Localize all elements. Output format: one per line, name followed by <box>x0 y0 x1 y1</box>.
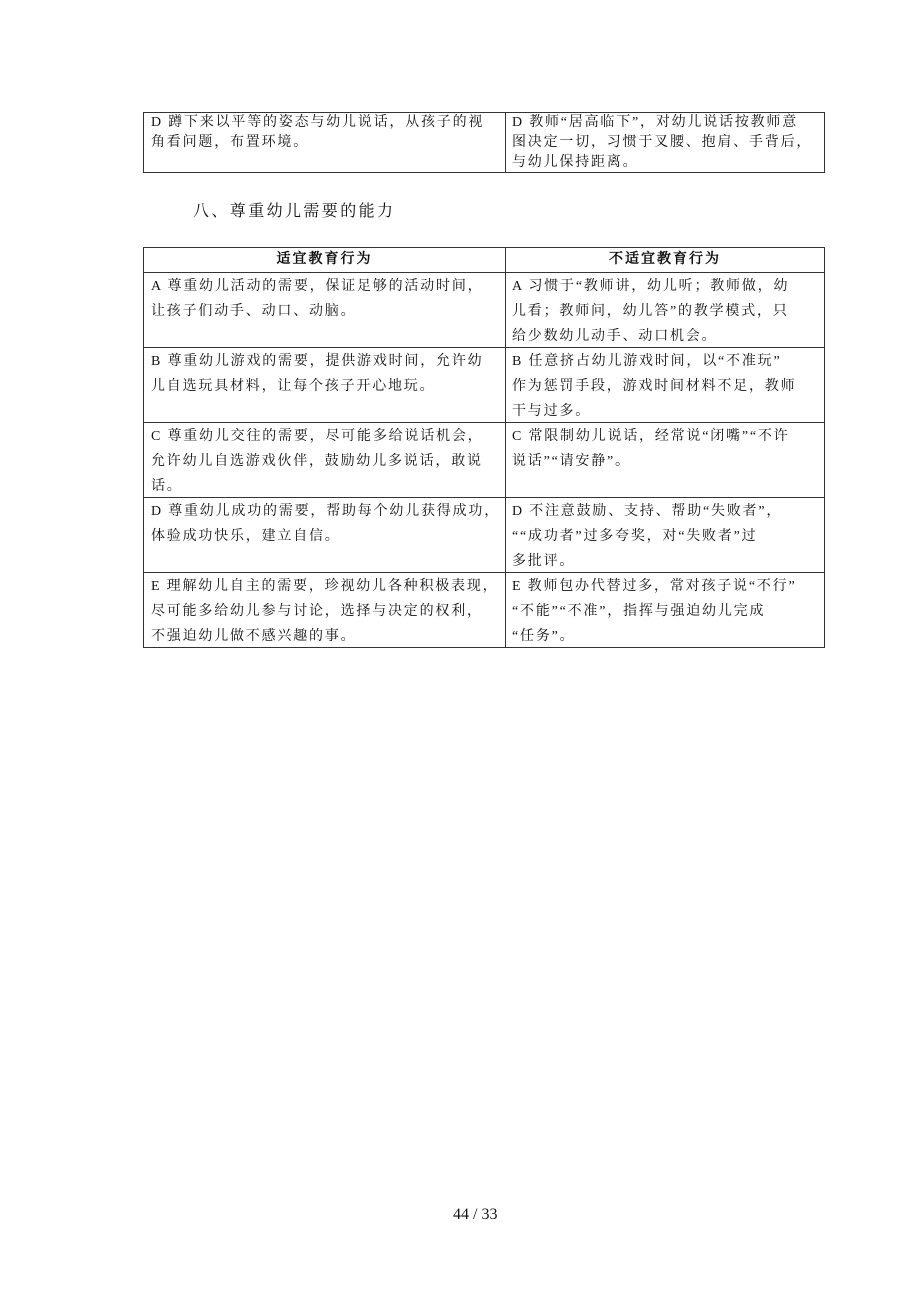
cell-text-line: “任务”。 <box>512 629 576 644</box>
cell-text-line: 多批评。 <box>512 554 576 569</box>
cell-text-line: ““成功者”过多夸奖，对“失败者”过 <box>512 529 758 544</box>
cell-text-line: 儿看；教师问，幼儿答”的教学模式，只 <box>512 304 789 319</box>
cell-text-line: 让孩子们动手、动口、动脑。 <box>151 304 357 319</box>
appropriate-behavior-cell <box>144 573 506 648</box>
cell-text-line: 作为惩罚手段，游戏时间材料不足，教师 <box>512 379 797 394</box>
inappropriate-behavior-cell <box>506 498 825 573</box>
cell-text-line: “不能”“不准”，指挥与强迫幼儿完成 <box>512 604 766 619</box>
cell-text-line: 儿自选玩具材料，让每个孩子开心地玩。 <box>151 379 436 394</box>
inappropriate-behavior-cell <box>506 273 825 348</box>
cell-text-line: C 常限制幼儿说话，经常说“闭嘴”“不许 <box>512 429 790 444</box>
cell-text-line: D 尊重幼儿成功的需要，帮助每个幼儿获得成功， <box>151 504 501 519</box>
inappropriate-behavior-cell <box>506 573 825 648</box>
inappropriate-behavior-cell <box>506 113 825 173</box>
cell-text-line: E 理解幼儿自主的需要，珍视幼儿各种积极表现， <box>151 579 499 594</box>
cell-text-line: A 习惯于“教师讲，幼儿听；教师做，幼 <box>512 279 790 294</box>
cell-text-line: A 尊重幼儿活动的需要，保证足够的活动时间， <box>151 279 484 294</box>
cell-text-line: B 任意挤占幼儿游戏时间，以“不准玩” <box>512 354 782 369</box>
cell-text-line: C 尊重幼儿交往的需要，尽可能多给说话机会， <box>151 429 484 444</box>
cell-text-line: 干与过多。 <box>512 404 591 419</box>
cell-text-line: D 蹲下来以平等的姿态与幼儿说话，从孩子的视 <box>151 115 485 130</box>
cell-text-line: 说话”“请安静”。 <box>512 454 631 469</box>
section-heading: 八、尊重幼儿需要的能力 <box>193 203 396 220</box>
needs-respect-behavior-table <box>143 247 825 648</box>
table-row <box>144 113 825 173</box>
appropriate-behavior-cell <box>144 348 506 423</box>
cell-text-line: E 教师包办代替过多，常对孩子说“不行” <box>512 579 797 594</box>
cell-text-line: 尽可能多给幼儿参与讨论，选择与决定的权利， <box>151 604 483 619</box>
inappropriate-behavior-cell <box>506 348 825 423</box>
appropriate-behavior-cell <box>144 498 506 573</box>
cell-text-line: D 不注意鼓励、支持、帮助“失败者”， <box>512 504 783 519</box>
appropriate-behavior-cell <box>144 423 506 498</box>
cell-text-line: 允许幼儿自选游戏伙伴，鼓励幼儿多说话，敢说 <box>151 454 483 469</box>
page-number: 44 / 33 <box>453 1206 498 1223</box>
column-header-appropriate: 适宜教育行为 <box>144 248 506 273</box>
cell-text-line: 不强迫幼儿做不感兴趣的事。 <box>151 629 357 644</box>
cell-text-line: 话。 <box>151 479 183 494</box>
cell-text-line: 体验成功快乐，建立自信。 <box>151 529 341 544</box>
cell-text-line: 与幼儿保持距离。 <box>512 155 639 170</box>
appropriate-behavior-cell <box>144 273 506 348</box>
cell-text-line: 给少数幼儿动手、动口机会。 <box>512 329 718 344</box>
cell-text-line: B 尊重幼儿游戏的需要，提供游戏时间，允许幼 <box>151 354 484 369</box>
table-row <box>144 273 825 348</box>
continued-comparison-table <box>143 112 825 173</box>
table-row <box>144 498 825 573</box>
table-row <box>144 573 825 648</box>
column-header-inappropriate: 不适宜教育行为 <box>506 248 825 273</box>
cell-text-line: D 教师“居高临下”，对幼儿说话按教师意 <box>512 115 799 130</box>
table-row <box>144 423 825 498</box>
table-header-row <box>144 248 825 273</box>
cell-text-line: 图决定一切，习惯于叉腰、抱肩、手背后， <box>512 135 813 150</box>
cell-text-line: 角看问题，布置环境。 <box>151 135 309 150</box>
table-row <box>144 348 825 423</box>
inappropriate-behavior-cell <box>506 423 825 498</box>
appropriate-behavior-cell <box>144 113 506 173</box>
